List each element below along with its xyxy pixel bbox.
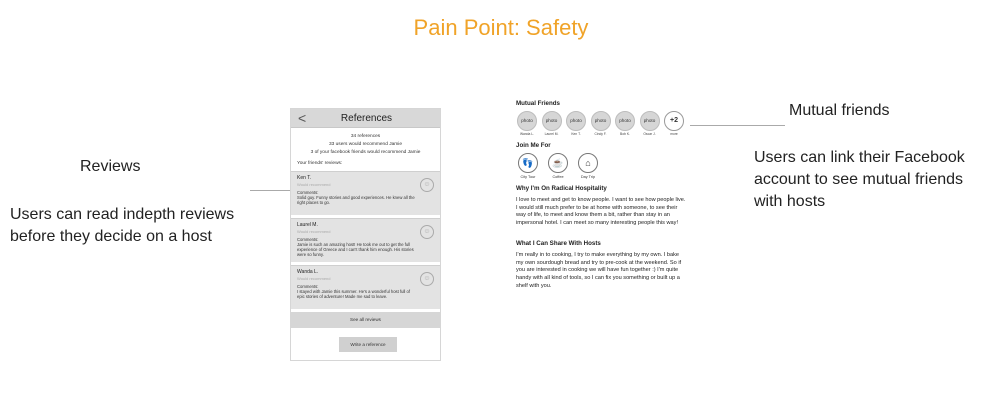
recommend-status: Would recommend <box>297 276 331 281</box>
friend-photo: photo <box>566 111 586 131</box>
review-text: Solid guy. Funny stories and good experiences. He knew all the right places to go. <box>297 195 415 205</box>
friends-recommend-count: 3 of your facebook friends would recommend Jamie <box>310 150 421 155</box>
mutual-annotation-line: account to see mutual friends <box>754 171 964 188</box>
review-item[interactable] <box>291 218 440 262</box>
comments-label: Comments: <box>297 237 319 242</box>
friend-name: Laurel M. <box>544 132 559 136</box>
share-heading: What I Can Share With Hosts <box>516 239 601 247</box>
reviews-annotation-body <box>10 204 234 248</box>
references-screen <box>290 108 441 361</box>
review-item[interactable] <box>291 265 440 309</box>
references-summary <box>291 133 440 157</box>
mutual-friend[interactable] <box>639 111 661 136</box>
slide-title: Pain Point: Safety <box>413 15 589 40</box>
reference-count: 34 references <box>350 134 381 139</box>
friend-photo: photo <box>591 111 611 131</box>
house-icon: ⌂ <box>578 153 598 173</box>
footprints-icon: 👣 <box>518 153 538 173</box>
reviews-annotation-line: Users can read indepth reviews <box>10 206 235 223</box>
friend-photo: photo <box>517 111 537 131</box>
host-profile-panel <box>516 100 696 290</box>
more-friends-button[interactable] <box>663 111 685 136</box>
reviews-leader-line <box>250 190 290 191</box>
friend-name: Bob K. <box>620 132 630 136</box>
activity-label: City Tour <box>520 175 536 179</box>
reviews-annotation-line: before they decide on a host <box>10 228 212 245</box>
mutual-annotation-line: Users can link their Facebook <box>754 149 965 166</box>
comments-label: Comments: <box>297 284 319 289</box>
activities-row <box>516 153 696 179</box>
mutual-annotation-line: with hosts <box>754 193 826 210</box>
why-heading: Why I'm On Radical Hospitality <box>516 185 607 192</box>
mutual-friends-annotation-title: Mutual friends <box>789 102 890 119</box>
join-me-for-heading: Join Me For <box>516 142 551 149</box>
reviewer-name: Laurel M. <box>297 222 318 228</box>
smiley-face-icon: ☺ <box>420 178 434 192</box>
reviewer-name: Wanda L. <box>297 269 319 275</box>
see-all-reviews-button[interactable]: See all reviews <box>291 312 440 328</box>
review-text: Jamie is such an amazing host! He took me out to get the full experience of Greece and I can't thank him enough. His stories were so funny. <box>297 242 414 257</box>
back-icon[interactable]: < <box>298 110 307 126</box>
friends-reviews-label: Your friends' reviews: <box>297 161 343 166</box>
activity-coffee[interactable] <box>546 153 570 179</box>
reviewer-name: Ken T. <box>297 175 312 181</box>
reviews-annotation-title: Reviews <box>80 158 141 175</box>
mutual-friends-leader-line <box>690 125 785 126</box>
more-friends-count: +2 <box>664 111 684 131</box>
share-text: I'm really in to cooking, I try to make everything by my own. I bake my own sourdough bread and try to pre-cook at the weekend. So if you are interested in cooking we will have fun together :) I'm quite handy with all kind of tools, so I can fix you something or built up a shelf with you. <box>516 251 682 289</box>
friend-name: Cindy F. <box>594 132 607 136</box>
recommend-status: Would recommend <box>297 182 331 187</box>
friend-name: Oscar J. <box>643 132 656 136</box>
mutual-friend[interactable] <box>565 111 587 136</box>
smiley-face-icon: ☺ <box>420 225 434 239</box>
smiley-face-icon: ☺ <box>420 272 434 286</box>
recommend-count: 33 users would recommend Jamie <box>328 142 403 147</box>
recommend-status: Would recommend <box>297 229 331 234</box>
activity-label: Day Trip <box>580 175 596 179</box>
review-item[interactable] <box>291 171 440 215</box>
references-header <box>291 109 440 128</box>
more-friends-label: more <box>670 132 678 136</box>
mutual-friends-heading: Mutual Friends <box>516 100 561 107</box>
coffee-cup-icon: ☕ <box>548 153 568 173</box>
mutual-friend[interactable] <box>590 111 612 136</box>
friend-name: Ken T. <box>571 132 581 136</box>
mutual-friend[interactable] <box>541 111 563 136</box>
friend-photo: photo <box>542 111 562 131</box>
mutual-friend[interactable] <box>516 111 538 136</box>
mutual-friends-row <box>516 111 696 136</box>
friend-photo: photo <box>640 111 660 131</box>
mutual-friend[interactable] <box>614 111 636 136</box>
mutual-friends-annotation-body <box>754 147 965 213</box>
write-reference-button[interactable]: Write a reference <box>339 337 397 352</box>
references-title: References <box>340 113 393 124</box>
review-text: I stayed with Jamie this summer. He's a wonderful host full of epic stories of adventure! Made me sad to leave. <box>297 289 410 299</box>
activity-city-tour[interactable] <box>516 153 540 179</box>
friend-photo: photo <box>615 111 635 131</box>
comments-label: Comments: <box>297 190 319 195</box>
activity-day-trip[interactable] <box>576 153 600 179</box>
why-text: I love to meet and get to know people. I want to see how people live. I would still much prefer to be at home with someone, to see their way of life, to meet and know them a bit, rather than stay in an impersonal hotel. I can meet so many interesting people this way! <box>516 197 686 227</box>
activity-label: Coffee <box>552 175 564 179</box>
friend-name: Wanda L. <box>520 132 534 136</box>
